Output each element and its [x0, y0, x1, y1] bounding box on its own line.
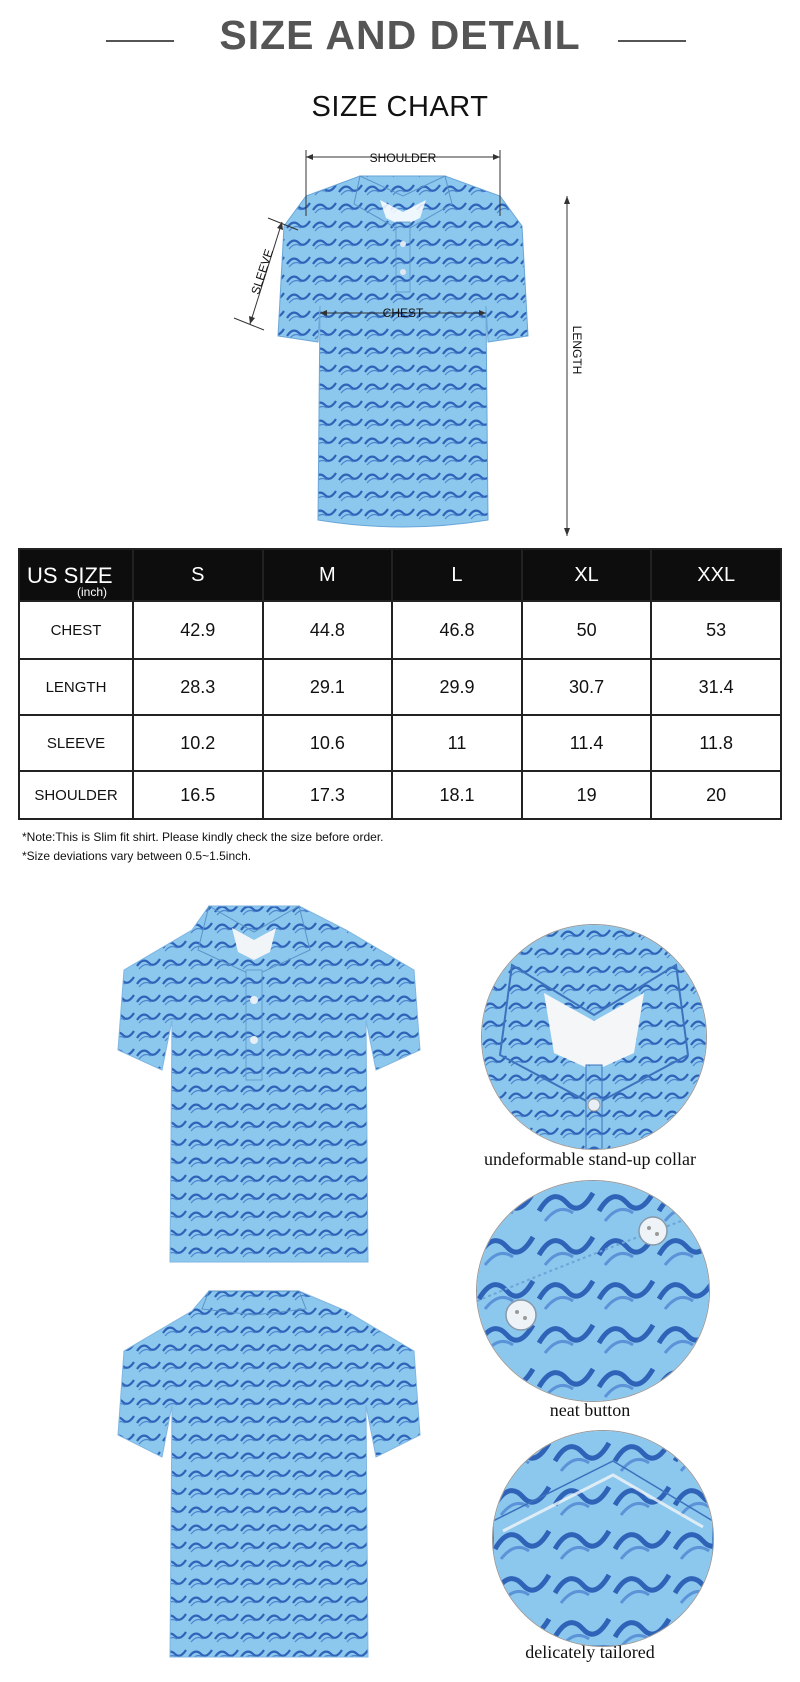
size-table-corner [19, 549, 133, 601]
size-col-m: M [263, 549, 393, 601]
table-cell: 11 [392, 715, 522, 771]
table-cell: 28.3 [133, 659, 263, 715]
length-dimension [564, 196, 584, 536]
sleeve-label: SLEEVE [248, 247, 277, 297]
table-cell: 50 [522, 601, 652, 659]
inch-unit-label: (inch) [77, 585, 108, 599]
size-table-header-row [19, 549, 781, 601]
size-deviation-note: *Size deviations vary between 0.5~1.5inch. [22, 849, 252, 863]
table-row-length [19, 659, 781, 715]
table-cell: 30.7 [522, 659, 652, 715]
button-detail-photo [476, 1180, 710, 1402]
row-label: SLEEVE [19, 715, 133, 771]
length-label: LENGTH [570, 325, 584, 375]
table-cell: 31.4 [651, 659, 781, 715]
collar-detail-photo [481, 924, 707, 1150]
table-cell: 53 [651, 601, 781, 659]
size-table [18, 548, 782, 820]
table-cell: 10.2 [133, 715, 263, 771]
slim-fit-note: *Note:This is Slim fit shirt. Please kindly check the size before order. [22, 830, 384, 844]
row-label: LENGTH [19, 659, 133, 715]
table-cell: 44.8 [263, 601, 393, 659]
page-title: SIZE AND DETAIL [219, 12, 581, 58]
table-row-chest [19, 601, 781, 659]
table-cell: 16.5 [133, 771, 263, 819]
measurement-diagram [0, 0, 800, 548]
shirt-front-photo [84, 900, 424, 1268]
size-col-s: S [133, 549, 263, 601]
table-cell: 19 [522, 771, 652, 819]
shoulder-label: SHOULDER [369, 151, 437, 165]
table-cell: 17.3 [263, 771, 393, 819]
size-chart-heading: SIZE CHART [311, 91, 489, 123]
table-cell: 10.6 [263, 715, 393, 771]
table-cell: 11.4 [522, 715, 652, 771]
chest-label: CHEST [382, 306, 424, 320]
table-cell: 18.1 [392, 771, 522, 819]
table-cell: 29.9 [392, 659, 522, 715]
table-row-sleeve [19, 715, 781, 771]
button-caption: neat button [549, 1400, 631, 1420]
tailoring-detail-photo [492, 1430, 714, 1647]
table-cell: 20 [651, 771, 781, 819]
size-col-xl: XL [522, 549, 652, 601]
table-cell: 42.9 [133, 601, 263, 659]
table-cell: 29.1 [263, 659, 393, 715]
shirt-front-illustration [278, 176, 528, 527]
size-col-l: L [392, 549, 522, 601]
size-col-xxl: XXL [651, 549, 781, 601]
row-label: SHOULDER [19, 771, 133, 819]
collar-caption: undeformable stand-up collar [484, 1149, 696, 1169]
tailoring-caption: delicately tailored [525, 1642, 655, 1662]
shirt-back-photo [84, 1285, 424, 1663]
table-cell: 46.8 [392, 601, 522, 659]
us-size-label: US SIZE [27, 563, 113, 588]
table-row-shoulder [19, 771, 781, 819]
table-cell: 11.8 [651, 715, 781, 771]
row-label: CHEST [19, 601, 133, 659]
